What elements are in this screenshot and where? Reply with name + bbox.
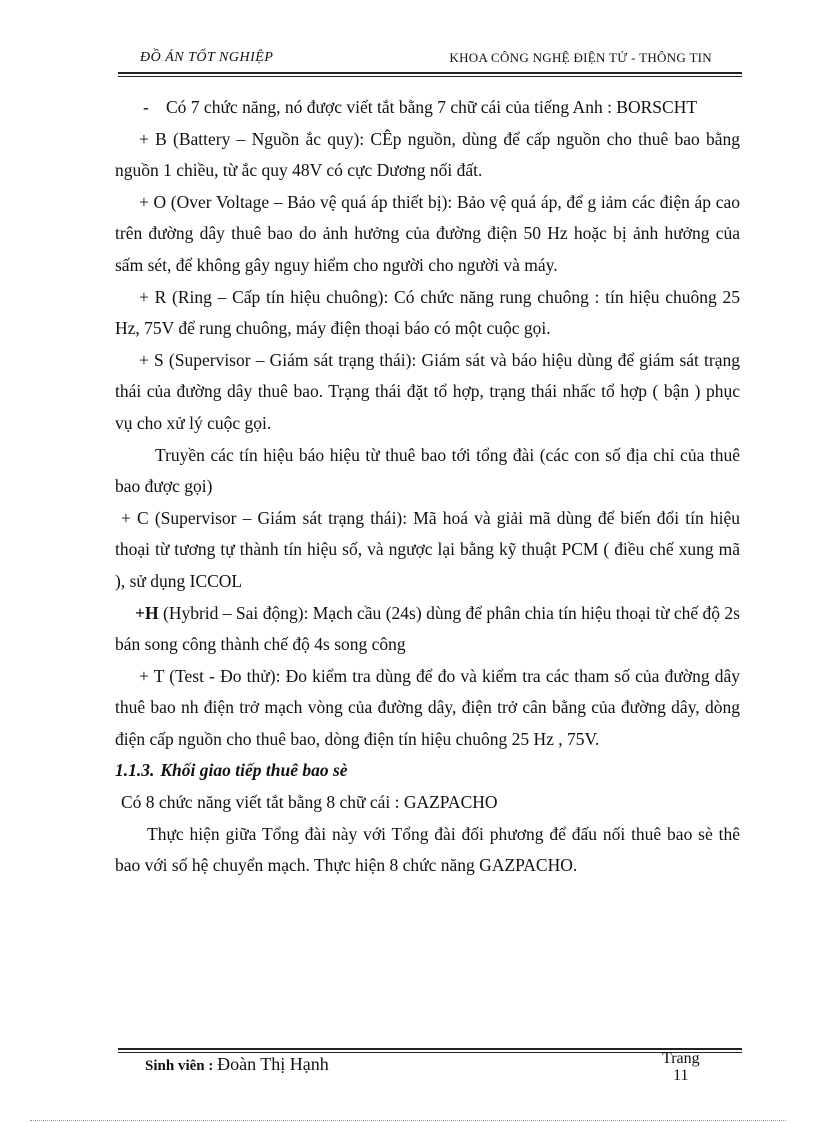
footer-page-label: Trang (662, 1050, 700, 1067)
page-content (115, 92, 740, 882)
footer-student-name: Đoàn Thị Hạnh (217, 1054, 329, 1074)
footer-rule-thin (118, 1052, 742, 1053)
paragraph-ring: + R (Ring – Cấp tín hiệu chuông): Có chức năng rung chuông : tín hiệu chuông 25 Hz, 75V để rung chuông, máy điện thoại báo có một cuộc gọi. (115, 286, 740, 339)
paragraph-battery: + B (Battery – Nguồn ắc quy): CÊp nguồn, dùng để cấp nguồn cho thuê bao bằng nguồn 1 chiều, từ ắc quy 48V có cực Dương nối đất. (115, 128, 740, 181)
section-number: 1.1.3. (115, 760, 155, 781)
paragraph-supervisor: + S (Supervisor – Giám sát trạng thái): Giám sát và báo hiệu dùng để giám sát trạng thái của đường dây thuê bao. Trạng thái đặt tổ hợp, trạng thái nhấc tổ hợp ( bận ) phục vụ cho xử lý cuộc gọi. (115, 349, 740, 433)
header-right-title: KHOA CÔNG NGHỆ ĐIỆN TỬ - THÔNG TIN (449, 50, 712, 65)
paragraph-1: Có 7 chức năng, nó được viết tắt bằng 7 chữ cái của tiếng Anh : BORSCHT (166, 97, 698, 117)
header-rule (118, 72, 742, 74)
footer-page-number: 11 (673, 1067, 689, 1084)
bullet-mark: - (143, 97, 149, 117)
page-edge-divider (30, 1120, 786, 1121)
paragraph-signaling: Truyền các tín hiệu báo hiệu từ thuê bao tới tổng đài (các con số địa chỉ của thuê bao được gọi) (115, 444, 740, 497)
footer-student (145, 1054, 329, 1075)
hybrid-text: (Hybrid – Sai động): Mạch cầu (24s) dùng để phân chia tín hiệu thoại từ chế độ 2s bán song công thành chế độ 4s song công (115, 602, 740, 655)
section-title: Khối giao tiếp thuê bao sè (160, 760, 348, 781)
footer-page (662, 1050, 700, 1084)
footer-rule (118, 1048, 742, 1050)
paragraph-test: + T (Test - Đo thử): Đo kiểm tra dùng để đo và kiểm tra các tham số của đường dây thuê bao nh điện trở mạch vòng của đường dây, điện trở cân bằng của đường dây, dòng điện cấp nguồn cho thuê bao, dòng điện tín hiệu chuông 25 Hz , 75V. (115, 665, 740, 749)
intro-bullet (115, 92, 740, 124)
paragraph-hybrid (115, 598, 740, 661)
section-heading (115, 755, 740, 787)
footer-student-label: Sinh viên : (145, 1058, 214, 1074)
paragraph-final: Thực hiện giữa Tổng đài này với Tổng đài đối phương để đấu nối thuê bao sè thê bao với số hệ chuyển mạch. Thực hiện 8 chức năng GAZPACHO. (115, 823, 740, 876)
paragraph-codec: + C (Supervisor – Giám sát trạng thái): Mã hoá và giải mã dùng để biến đổi tín hiệu thoại từ tương tự thành tín hiệu số, và ngược lại bằng kỹ thuật PCM ( điều chế xung mã ), sử dụng ICCOL (115, 507, 740, 591)
paragraph-overvoltage: + O (Over Voltage – Bảo vệ quá áp thiết bị): Bảo vệ quá áp, để g iảm các điện áp cao trên đường dây thuê bao do ảnh hưởng của đường điện 50 Hz hoặc bị ảnh hưởng của sấm sét, để không gây nguy hiểm cho người cho người và máy. (115, 191, 740, 275)
hybrid-label: +H (135, 602, 159, 623)
header-left-title: ĐỒ ÁN TỐT NGHIỆP (140, 50, 274, 65)
paragraph-gazpacho: Có 8 chức năng viết tắt bằng 8 chữ cái : GAZPACHO (121, 792, 498, 813)
header-rule-thin (118, 76, 742, 77)
